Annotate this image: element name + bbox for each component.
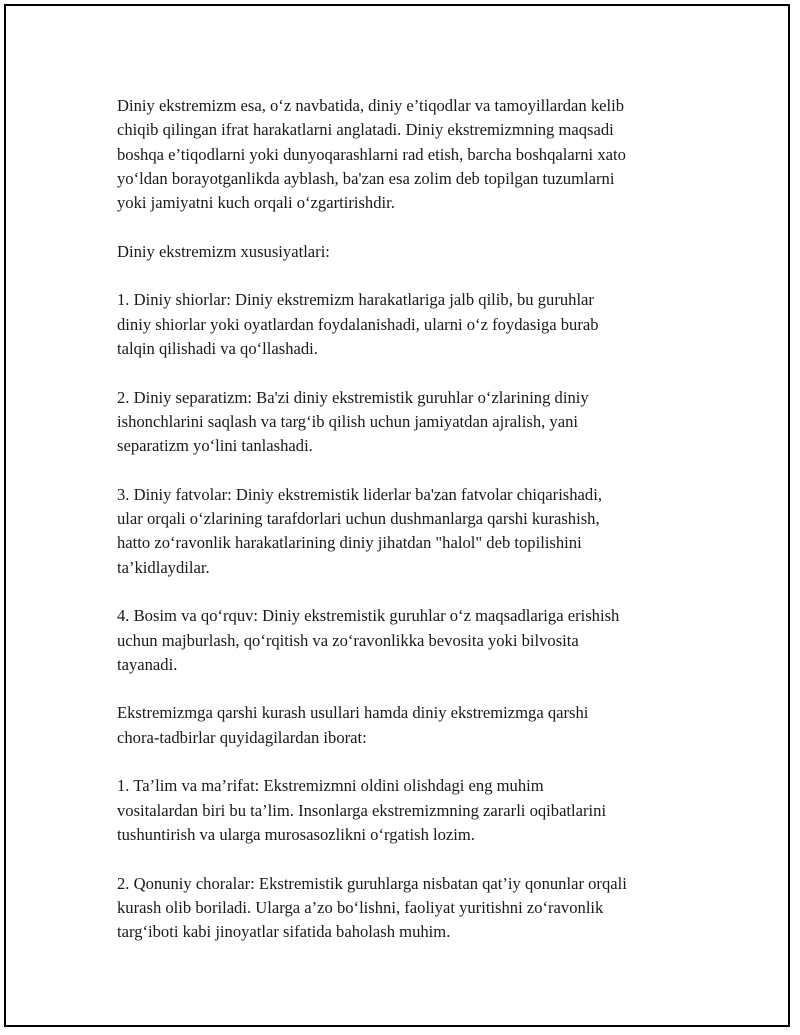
text-line: tushuntirish va ularga murosasozlikni o‘rgatish lozim.	[117, 824, 475, 844]
text-line: 3. Diniy fatvolar: Diniy ekstremistik liderlar ba'zan fatvolar chiqarishadi,	[117, 484, 602, 504]
text-line: 1. Diniy shiorlar: Diniy ekstremizm harakatlariga jalb qilib, bu guruhlar	[117, 290, 594, 310]
paragraph-heading-methods	[117, 701, 717, 750]
text-line: uchun majburlash, qo‘rqitish va zo‘ravonlikka bevosita yoki bilvosita	[117, 630, 579, 650]
text-line: ular orqali o‘zlarining tarafdorlari uchun dushmanlarga qarshi kurashish,	[117, 509, 600, 529]
paragraph-method-2	[117, 872, 717, 945]
text-line: tayanadi.	[117, 654, 178, 674]
text-line: targ‘iboti kabi jinoyatlar sifatida baholash muhim.	[117, 922, 451, 942]
text-line: chora-tadbirlar quyidagilardan iborat:	[117, 727, 367, 747]
text-line: vositalardan biri bu ta’lim. Insonlarga ekstremizmning zararli oqibatlarini	[117, 800, 607, 820]
text-line: ta’kidlaydilar.	[117, 557, 210, 577]
text-line: yoki jamiyatni kuch orqali o‘zgartirishdir.	[117, 193, 395, 213]
paragraph-feature-4	[117, 604, 717, 677]
paragraph-feature-2	[117, 386, 717, 459]
paragraph-feature-3	[117, 483, 717, 580]
paragraph-method-1	[117, 774, 717, 847]
text-line: hatto zo‘ravonlik harakatlarining diniy jihatdan "halol" deb topilishini	[117, 533, 582, 553]
text-line: talqin qilishadi va qo‘llashadi.	[117, 338, 318, 358]
paragraph-feature-1	[117, 288, 717, 361]
text-line: 1. Ta’lim va ma’rifat: Ekstremizmni oldini olishdagi eng muhim	[117, 776, 544, 796]
text-line: 2. Diniy separatizm: Ba'zi diniy ekstremistik guruhlar o‘zlarining diniy	[117, 387, 589, 407]
paragraph-heading-features	[117, 240, 717, 264]
text-line: yo‘ldan borayotganlikda ayblash, ba'zan esa zolim deb topilgan tuzumlarni	[117, 168, 615, 188]
text-line: 2. Qonuniy choralar: Ekstremistik guruhlarga nisbatan qat’iy qonunlar orqali	[117, 873, 627, 893]
text-line: kurash olib boriladi. Ularga a’zo bo‘lishni, faoliyat yuritishni zo‘ravonlik	[117, 897, 604, 917]
text-line: chiqib qilingan ifrat harakatlarni anglatadi. Diniy ekstremizmning maqsadi	[117, 120, 614, 140]
text-line: boshqa e’tiqodlarni yoki dunyoqarashlarni rad etish, barcha boshqalarni xato	[117, 144, 626, 164]
text-line: Ekstremizmga qarshi kurash usullari hamda diniy ekstremizmga qarshi	[117, 703, 589, 723]
text-line: ishonchlarini saqlash va targ‘ib qilish uchun jamiyatdan ajralish, yani	[117, 411, 578, 431]
paragraph-intro	[117, 94, 717, 215]
text-line: diniy shiorlar yoki oyatlardan foydalanishadi, ularni o‘z foydasiga burab	[117, 314, 599, 334]
text-line: Diniy ekstremizm esa, o‘z navbatida, diniy e’tiqodlar va tamoyillardan kelib	[117, 96, 625, 115]
document-body	[117, 94, 717, 944]
text-line: separatizm yo‘lini tanlashadi.	[117, 436, 313, 456]
text-line: Diniy ekstremizm xususiyatlari:	[117, 241, 330, 261]
text-line: 4. Bosim va qo‘rquv: Diniy ekstremistik guruhlar o‘z maqsadlariga erishish	[117, 606, 620, 626]
